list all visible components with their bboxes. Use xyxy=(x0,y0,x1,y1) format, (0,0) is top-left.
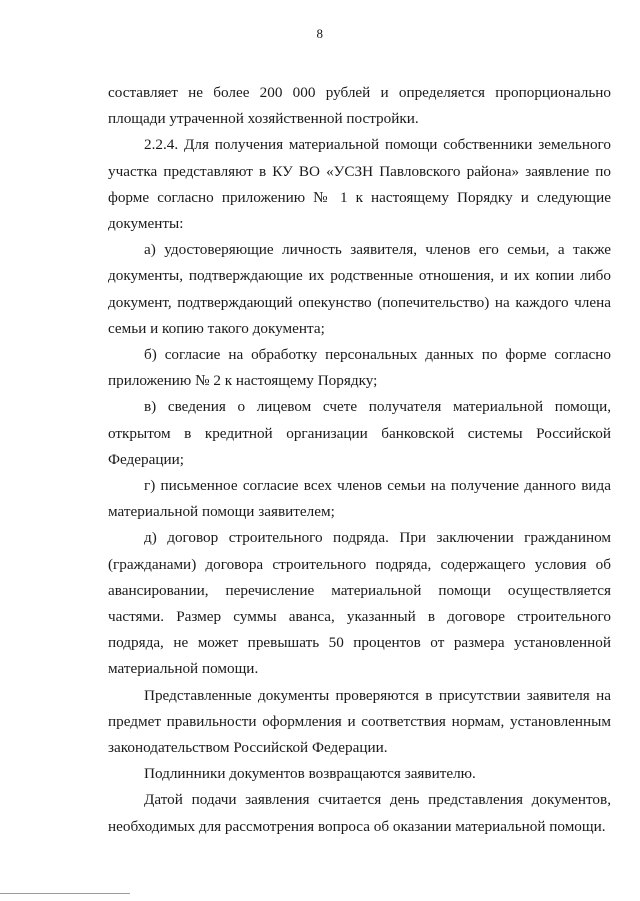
scan-edge-line xyxy=(0,893,130,894)
document-body xyxy=(108,80,611,840)
paragraph-item-g: г) письменное согласие всех членов семьи на получение данного вида материальной помощи заявителем; xyxy=(108,477,611,521)
paragraph-filing-date: Датой подачи заявления считается день представления документов, необходимых для рассмотрения вопроса об оказании материальной помощи. xyxy=(108,791,611,835)
paragraph-item-b: б) согласие на обработку персональных данных по форме согласно приложению № 2 к настоящему Порядку; xyxy=(108,346,611,390)
paragraph-item-v: в) сведения о лицевом счете получателя материальной помощи, открытом в кредитной организации банковской системы Российской Федерации; xyxy=(108,398,611,468)
paragraph-verification: Представленные документы проверяются в присутствии заявителя на предмет правильности оформления и соответствия нормам, установленным законодательством Российской Федерации. xyxy=(108,686,611,757)
paragraph-item-d: д) договор строительного подряда. При заключении гражданином (гражданами) договора строительного подряда, содержащего условия об авансировании, перечисление материальной помощи осуществляется частями. Размер суммы аванса, указанный в договоре строительного подряда, не может превышать 50 процентов от размера установленной материальной помощи. xyxy=(108,529,611,678)
page-number: 8 xyxy=(316,26,324,41)
paragraph-originals-returned: Подлинники документов возвращаются заявителю. xyxy=(144,765,476,783)
paragraph-item-a: а) удостоверяющие личность заявителя, членов его семьи, а также документы, подтверждающие их родственные отношения, и их копии либо документ, подтверждающий опекунство (попечительство) на каждого члена семьи и копию такого документа; xyxy=(108,241,611,337)
paragraph-continuation: составляет не более 200 000 рублей и определяется пропорционально площади утраченной хозяйственной постройки. xyxy=(108,84,611,128)
paragraph-clause-2-2-4: 2.2.4. Для получения материальной помощи собственники земельного участка представляют в КУ ВО «УСЗН Павловского района» заявление по форме согласно приложению № 1 к настоящему Порядку и следующие документы: xyxy=(108,136,611,233)
